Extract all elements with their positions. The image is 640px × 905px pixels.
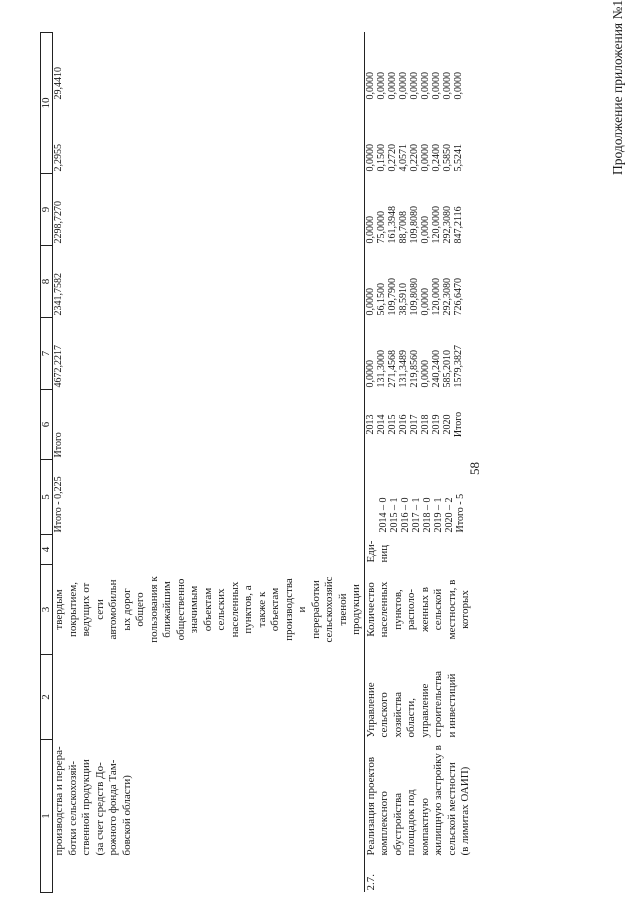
row1-col9b: 2,2955 xyxy=(53,144,64,172)
page-number: 58 xyxy=(467,462,482,475)
row2-num: 2.7. xyxy=(364,858,473,893)
header-col-8: 8 xyxy=(41,246,53,318)
row2-col1: Реализация проектов комплексного обустройства площадок под компактную жилищную застройку в сельской местности (в лимитах ОАИП) xyxy=(364,740,473,858)
header-col-1: 1 xyxy=(41,740,53,893)
row2-col11: 0,0000 0,0000 0,0000 0,0000 0,0000 0,0000 0,0000 0,0000 0,0000 xyxy=(364,33,473,102)
row2-col2: Управление сельского хозяйства области, управление строительства и инвестиций xyxy=(364,655,473,740)
row1-col5: Итого - 0,225 xyxy=(53,476,64,533)
row2-col7: 0,0000 131,3000 271,4568 131,3489 219,8560 0,0000 240,2400 585,2010 1579,3827 xyxy=(364,318,473,390)
row1-col3: твердым покрытием, ведущих от сети автомобильн ых дорог общего пользования к ближайшим общественно значимым объектам сельских населенных пунктов, а также к объектам производства и переработки сельскохозяйс твеной продукции xyxy=(53,576,362,643)
header-col-7: 7 xyxy=(41,318,53,390)
row1-col6: Итого xyxy=(53,432,64,458)
row2-col5: 2014 – 0 2015 – 1 2016 – 0 2017 – 1 2018 – 0 2019 – 1 2020 – 2 Итого - 5 xyxy=(364,460,473,535)
header-col-2: 2 xyxy=(41,655,53,740)
row1-col1: производства и перера- ботки сельскохозяй- ственной продукции (за счет средств До- рожного фонда Там- бовской области) xyxy=(53,746,133,856)
header-col-10: 10 xyxy=(41,33,53,174)
row1-col8: 2341,7582 xyxy=(53,273,64,316)
header-col-9: 9 xyxy=(41,174,53,246)
row2-col10: 0,0000 0,1500 0,2720 4,0571 0,2200 0,0000 0,2400 0,5850 5,5241 xyxy=(364,102,473,174)
table-row xyxy=(53,33,365,893)
row2-col4: Еди- ниц xyxy=(364,535,473,565)
header-col-3: 3 xyxy=(41,565,53,655)
row1-col10: 29,4410 xyxy=(53,67,64,100)
row2-col9: 0,0000 75,0000 161,3948 88,7008 109,8080 0,0000 120,0000 292,3080 847,2116 xyxy=(364,174,473,246)
row1-col9: 2298,7270 xyxy=(53,201,64,244)
continuation-title: Продолжение приложения №1 xyxy=(610,0,625,175)
row2-col6: 2013 2014 2015 2016 2017 2018 2019 2020 Итого xyxy=(364,390,473,460)
header-col-4: 4 xyxy=(41,535,53,565)
header-col-6: 6 xyxy=(41,390,53,460)
header-col-5: 5 xyxy=(41,460,53,535)
budget-table xyxy=(40,32,473,893)
table-row xyxy=(364,33,473,893)
header-row xyxy=(41,33,53,893)
row1-col7: 4672,2217 xyxy=(53,345,64,388)
row2-col3: Количество населенных пунктов, располо- женных в сельской местности, в которых xyxy=(364,565,473,655)
row2-col8: 0,0000 56,1500 109,7900 38,5910 109,8080 0,0000 120,0000 292,3080 726,6470 xyxy=(364,246,473,318)
